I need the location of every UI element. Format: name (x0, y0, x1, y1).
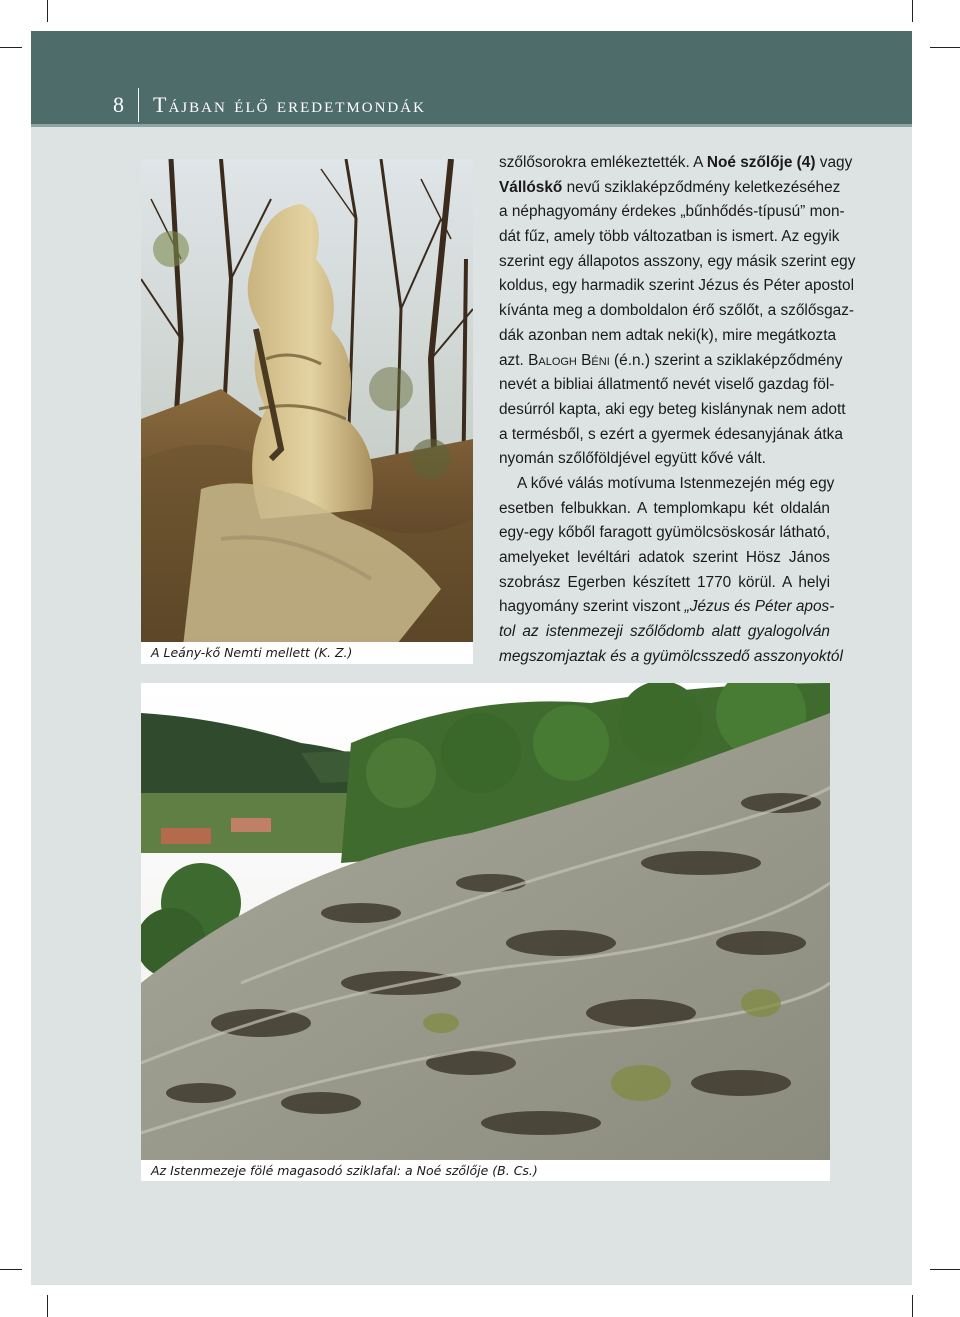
crop-mark (0, 1269, 22, 1270)
noe-szoloje-image (141, 683, 830, 1163)
text-line: szőlősorokra emlékeztették. A Noé szőlője (4) vagy (499, 154, 853, 171)
photo-caption: A Leány-kő Nemti mellett (K. Z.) (141, 642, 473, 664)
text-line: Vállóskő nevű sziklaképződmény keletkezéséhez (499, 178, 841, 196)
text-line: szerint egy állapotos asszony, egy másik szerint egy (499, 252, 856, 270)
text-line: hagyomány szerint viszont „Jézus és Péter apos- (499, 598, 835, 616)
text-line: kívánta meg a domboldalon érő szőlőt, a szőlősgaz- (499, 302, 855, 320)
crop-mark (0, 47, 22, 48)
text-line: a néphagyomány érdekes „bűnhődés-típusú” mon- (499, 203, 845, 221)
crop-mark (930, 1269, 960, 1270)
text-line: dák azonban nem adtak neki(k), mire megátkozta (499, 326, 837, 344)
text-line: esetben felbukkan. A templomkapu két oldalán (499, 499, 830, 517)
text-line: megszomjaztak és a gyümölcsszedő asszonyoktól (499, 647, 843, 665)
text-line: nyomán szőlőföldjével együtt kővé vált. (499, 450, 766, 468)
crop-mark (47, 0, 48, 22)
photo-noe-szoloje (141, 683, 830, 1163)
photo-caption: Az Istenmezeje fölé magasodó sziklafal: a Noé szőlője (B. Cs.) (141, 1160, 830, 1181)
photo-leany-ko (141, 159, 473, 664)
term-noe-szoloje: Noé szőlője (4) (706, 154, 816, 171)
header-divider (31, 124, 912, 127)
text-line: tol az istenmezeji szőlődomb alatt gyalogolván (499, 623, 830, 641)
page-number: 8 (113, 92, 124, 117)
leany-ko-image (141, 159, 473, 664)
crop-mark (930, 47, 960, 48)
text-line: koldus, egy harmadik szerint Jézus és Péter apostol (499, 277, 855, 295)
text-line: desúrról kapta, aki egy beteg kislánynak nem adott (499, 400, 846, 418)
crop-mark (912, 0, 913, 22)
crop-mark (47, 1295, 48, 1317)
text-line: A kővé válás motívuma Istenmezején még egy (517, 474, 835, 492)
text-line: szobrász Egerben készített 1770 körül. A helyi (499, 573, 830, 591)
text-line: azt. Balogh Béni (é.n.) szerint a sziklaképződmény (499, 351, 843, 369)
text-line: egy-egy kőből faragott gyümölcsöskosár látható, (499, 524, 830, 542)
text-line: amelyeket levéltári adatok szerint Hösz János (499, 549, 830, 566)
body-text (499, 151, 856, 669)
term-vallosko: Vállóskő (499, 178, 563, 196)
author-name: Balogh Béni (528, 351, 610, 369)
text-line: dát fűz, amely több változatban is ismert. Az egyik (499, 228, 840, 246)
crop-mark (912, 1295, 913, 1317)
text-line: nevét a bibliai állatmentő nevét viselő gazdag föl- (499, 376, 835, 394)
text-line: a termésből, s ezért a gyermek édesanyjának átka (499, 425, 843, 443)
quote-text: „Jézus és Péter apos- (684, 598, 835, 616)
page-title: Tájban élő eredetmondák (153, 92, 426, 117)
header-separator (138, 88, 139, 122)
